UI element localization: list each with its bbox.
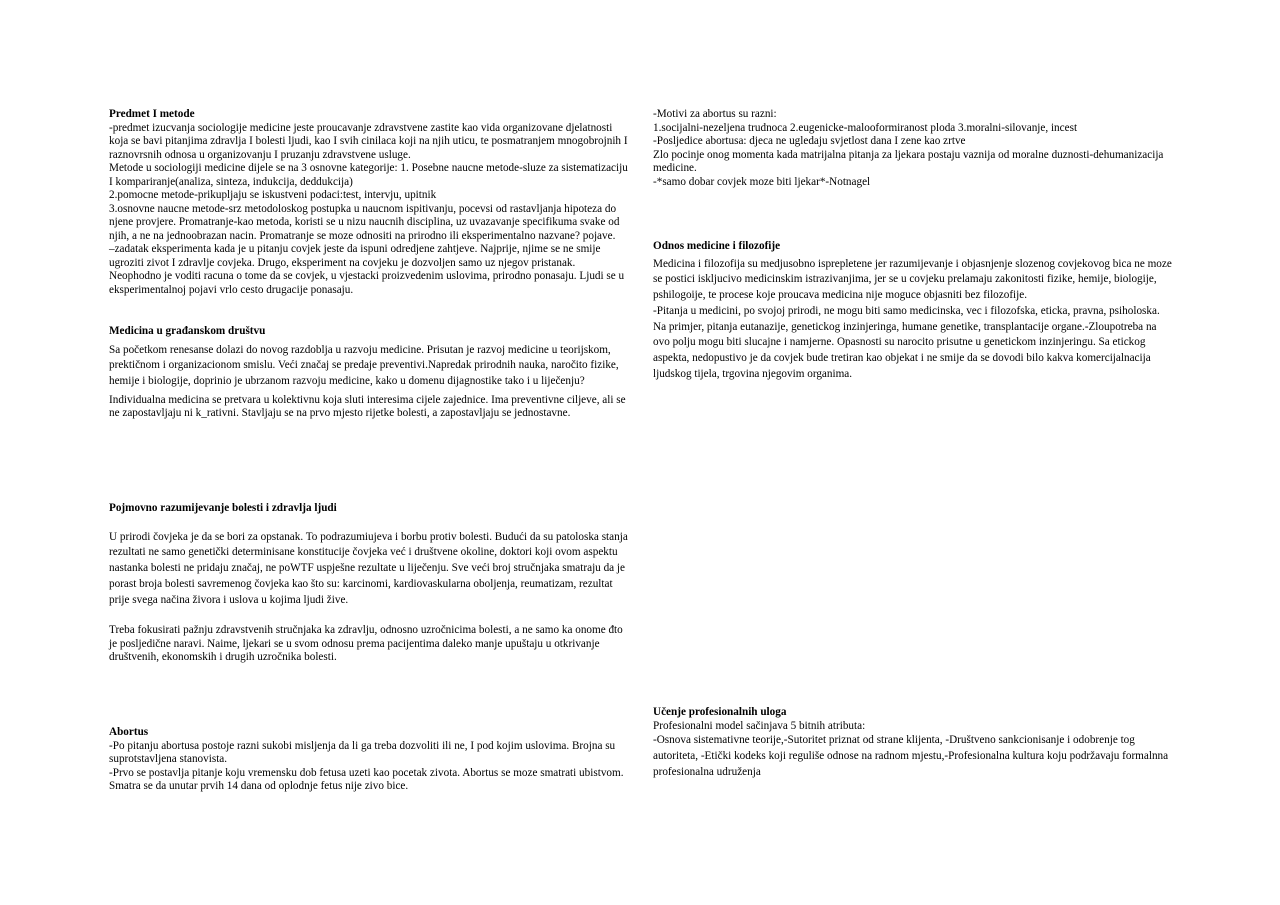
paragraph: Medicina i filozofija su medjusobno isprepletene jer razumijevanje i objasnjenje slozenog covjekovog bica ne moze se postici iskljucivo medicinskim istrazivanjima, jer se u covjeku prelamaju zakonitosti fizike, hemije, biologije, pshilogoije, te procese koje proucava medicina nije moguce objasniti bez filozofije. xyxy=(653,257,1172,302)
paragraph: Sa početkom renesanse dolazi do novog razdoblja u razvoju medicine. Prisutan je razvoj medicine u teorijskom, prektičnom i organizacionom smislu. Veći značaj se predaje preventivi.Napredak prirodnih nauka, naročito fizike, hemije i biologije, doprinio je ubrzanom razvoju medicine, kako u domenu dijagnostike tako i u liječenju? xyxy=(109,343,619,388)
section-heading: Odnos medicine i filozofije xyxy=(653,240,781,252)
paragraph: -predmet izucvanja sociologije medicine jeste proucavanje zdravstvene zastite kao vida organizovane djelatnosti koja se bavi pitanjima zdravlja I bolesti ljudi, kao I svih cinilaca koji na njih uticu, te posmatranjem mnogobrojnih I raznovrsnih odnosa u organizovanju I pruzanju zdravstvene usluge. xyxy=(109,121,628,161)
paragraph: -Po pitanju abortusa postoje razni sukobi misljenja da li ga treba dozvoliti ili ne, I pod kojim uslovima. Brojna su suprotstavljena stanovista. xyxy=(109,739,616,765)
paragraph: Individualna medicina se pretvara u kolektivnu koja sluti interesima cijele zajednice. Ima preventivne ciljeve, ali se ne zapostavljaju ni k_rativni. Stavljaju se na prvo mjesto rijetke bolesti, a zapostavljaju se jednostavne. xyxy=(109,393,626,420)
section-heading: Medicina u građanskom društvu xyxy=(109,325,266,337)
paragraph: 3.osnovne naucne metode-srz metodoloskog postupka u naucnom ispitivanju, pocevsi od rastavljanja hipoteza do njene provjere. Promatranje-kao metoda, koristi se u nizu naucnih disciplina, uz uvazavanje specifikuma svake od njih, a ne na jednoobrazan nacin. Promatranje se moze odnositi na prirodno ili eksperimentalno nazvane? pojave. xyxy=(109,202,620,242)
paragraph: Profesionalni model sačinjava 5 bitnih atributa: xyxy=(653,719,866,732)
text-line: -Posljedice abortusa: djeca ne ugledaju svjetlost dana I zene kao zrtve xyxy=(653,135,966,147)
section-heading: Abortus xyxy=(109,726,149,738)
section-heading: Pojmovno razumijevanje bolesti i zdravlja ljudi xyxy=(109,502,337,514)
text-line: Zlo pocinje onog momenta kada matrijalna pitanja za ljekara postaju vaznija od moralne duznosti-dehumanizacija medicine. xyxy=(653,148,1164,174)
paragraph: Metode u sociologiji medicine dijele se na 3 osnovne kategorije: 1. Posebne naucne metode-sluze za sistematizaciju I kompariranje(analiza, sinteza, indukcija, deddukcija) xyxy=(109,162,628,188)
paragraph: –zadatak eksperimenta kada je u pitanju covjek jeste da ispuni odredjene zahtjeve. Najprije, njime se ne smije ugroziti zivot I zdravlje covjeka. Drugo, eksperiment na covjeku je dozvoljen samo uz njegov pristanak. Neophodno je voditi racuna o tome da se covjek, u vjestacki proizvedenim uslovima, prirodno ponasaju. Ljudi se u eksperimentalnoj pojavi vrlo cesto drugacije ponasaju. xyxy=(109,243,625,296)
paragraph: -Osnova sistemativne teorije,-Sutoritet priznat od strane klijenta, -Društveno sankcionisanje i odobrenje tog autoriteta, -Etički kodeks koji reguliše odnose na radnom mjestu,-Profesionalna kultura koju podržavaju formalnna profesionalna udruženja xyxy=(653,734,1169,778)
text-line: -Motivi za abortus su razni: xyxy=(653,108,777,120)
paragraph: -Prvo se postavlja pitanje koju vremensku dob fetusa uzeti kao pocetak zivota. Abortus se moze smatrati ubistvom. Smatra se da unutar prvih 14 dana od oplodnje fetus nije zivo bice. xyxy=(109,766,624,792)
paragraph: -Pitanja u medicini, po svojoj prirodi, ne mogu biti samo medicinska, vec i filozofska, eticka, pravna, psiholoska. Na primjer, pitanja eutanazije, genetickog inzinjeringa, humane genetike, transplantacije organe.-Zloupotreba na ovo polju mogu biti slucajne i namjerne. Opasnosti su narocito prisutne u genetickom inzinjeringu. Sa etickog aspekta, nedopustivo je da covjek bude tretiran kao objekat i ne smije da se dovodi bilo kakva komercijalnacija ljudskog tijela, trgovina njegovim organima. xyxy=(653,304,1160,381)
section-medicina-u-gradjanskom-drustvu xyxy=(109,325,629,421)
section-abortus xyxy=(109,726,629,794)
section-heading: Učenje profesionalnih uloga xyxy=(653,706,787,718)
section-heading: Predmet I metode xyxy=(109,108,195,120)
paragraph: Treba fokusirati pažnju zdravstvenih stručnjaka ka zdravlju, odnosno uzročnicima bolesti, a ne samo ka onome đto je posljedične naravi. Naime, ljekari se u svom odnosu prema pacijentima daleko manje upuštaju u otkrivanje društvenih, ekonomskih i drugih uzročnika bolesti. xyxy=(109,624,623,664)
section-odnos-medicine-i-filozofije xyxy=(653,240,1173,383)
text-line: 1.socijalni-nezeljena trudnoca 2.eugenicke-malooformiranost ploda 3.moralni-silovanje, incest xyxy=(653,121,1078,134)
section-pojmovno-razumijevanje xyxy=(109,502,629,665)
section-motivi-za-abortus xyxy=(653,108,1173,189)
section-ucenje-profesionalnih-uloga xyxy=(653,706,1173,780)
section-predmet-i-metode xyxy=(109,108,629,297)
paragraph: U prirodi čovjeka je da se bori za opstanak. To podrazumiujeva i borbu protiv bolesti. Budući da su patoloska stanja rezultati ne samo genetički determinisane konstitucije čovjeka već i društvene okoline, doktori koji ovom aspektu nastanka bolesti ne pridaju značaj, ne poWTF uspješne rezultate u liječenju. Sve veći broj stručnjaka smatraju da je porast broja bolesti savremenog čovjeka kao što su: karcinomi, kardiovaskularna oboljenja, reumatizam, rezultat prije svega načina živora i uslova u kojima ljudi žive. xyxy=(109,530,628,606)
paragraph: 2.pomocne metode-prikupljaju se iskustveni podaci:test, intervju, upitnik xyxy=(109,189,437,201)
text-line: -*samo dobar covjek moze biti ljekar*-Notnagel xyxy=(653,175,871,188)
